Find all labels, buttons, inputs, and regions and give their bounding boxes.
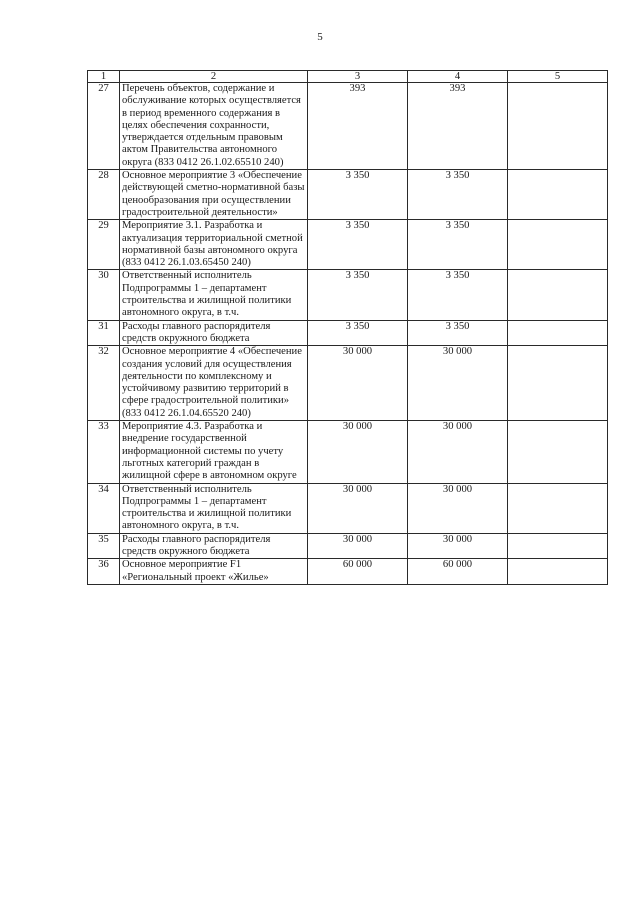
- table-header-row: [88, 71, 608, 83]
- header-cell: 1: [88, 71, 120, 83]
- row-name: Основное мероприятие F1 «Региональный проект «Жилье»: [120, 559, 308, 585]
- row-col5-value: [508, 220, 608, 270]
- table-row: [88, 220, 608, 270]
- row-name: Расходы главного распорядителя средств окружного бюджета: [120, 533, 308, 559]
- row-col5-value: [508, 170, 608, 220]
- row-name: Мероприятие 3.1. Разработка и актуализация территориальной сметной нормативной базы автономного округа (833 0412 26.1.03.65450 240): [120, 220, 308, 270]
- row-col5-value: [508, 320, 608, 346]
- table-row: [88, 533, 608, 559]
- row-col3-value: 30 000: [308, 421, 408, 483]
- row-col4-value: 30 000: [408, 421, 508, 483]
- row-number: 29: [88, 220, 120, 270]
- table-row: [88, 346, 608, 421]
- row-col4-value: 3 350: [408, 320, 508, 346]
- row-number: 32: [88, 346, 120, 421]
- header-cell: 3: [308, 71, 408, 83]
- table-row: [88, 83, 608, 170]
- row-col5-value: [508, 270, 608, 320]
- row-col5-value: [508, 533, 608, 559]
- row-number: 33: [88, 421, 120, 483]
- budget-table: [87, 70, 608, 585]
- row-col3-value: 3 350: [308, 220, 408, 270]
- table-row: [88, 559, 608, 585]
- row-col4-value: 60 000: [408, 559, 508, 585]
- page-number: 5: [317, 31, 323, 43]
- row-number: 35: [88, 533, 120, 559]
- row-col3-value: 3 350: [308, 320, 408, 346]
- row-name: Ответственный исполнитель Подпрограммы 1 – департамент строительства и жилищной политики автономного округа, в т.ч.: [120, 483, 308, 533]
- row-name: Основное мероприятие 4 «Обеспечение создания условий для осуществления деятельности по комплексному и устойчивому развитию территорий в сфере градостроительной политики» (833 0412 26.1.04.65520 240): [120, 346, 308, 421]
- row-number: 28: [88, 170, 120, 220]
- row-col4-value: 3 350: [408, 270, 508, 320]
- row-col3-value: 3 350: [308, 170, 408, 220]
- row-name: Основное мероприятие 3 «Обеспечение действующей сметно-нормативной базы ценообразования при осуществлении градостроительной деятельности»: [120, 170, 308, 220]
- row-col5-value: [508, 346, 608, 421]
- row-name: Расходы главного распорядителя средств окружного бюджета: [120, 320, 308, 346]
- row-col4-value: 30 000: [408, 533, 508, 559]
- row-col5-value: [508, 559, 608, 585]
- table-row: [88, 270, 608, 320]
- table-row: [88, 483, 608, 533]
- row-col4-value: 3 350: [408, 220, 508, 270]
- table-row: [88, 320, 608, 346]
- row-col3-value: 3 350: [308, 270, 408, 320]
- row-number: 30: [88, 270, 120, 320]
- row-col4-value: 393: [408, 83, 508, 170]
- row-number: 34: [88, 483, 120, 533]
- row-col3-value: 60 000: [308, 559, 408, 585]
- row-col4-value: 30 000: [408, 346, 508, 421]
- row-name: Перечень объектов, содержание и обслуживание которых осуществляется в период временного содержания в целях обеспечения сохранности, утверждается отдельным правовым актом Правительства автономного округа (833 0412 26.1.02.65510 240): [120, 83, 308, 170]
- row-number: 27: [88, 83, 120, 170]
- table-row: [88, 421, 608, 483]
- header-cell: 4: [408, 71, 508, 83]
- header-cell: 2: [120, 71, 308, 83]
- row-col3-value: 30 000: [308, 346, 408, 421]
- row-col4-value: 30 000: [408, 483, 508, 533]
- row-col5-value: [508, 421, 608, 483]
- header-cell: 5: [508, 71, 608, 83]
- row-number: 31: [88, 320, 120, 346]
- row-col3-value: 30 000: [308, 483, 408, 533]
- row-name: Ответственный исполнитель Подпрограммы 1 – департамент строительства и жилищной политики автономного округа, в т.ч.: [120, 270, 308, 320]
- row-col4-value: 3 350: [408, 170, 508, 220]
- row-col3-value: 30 000: [308, 533, 408, 559]
- row-name: Мероприятие 4.3. Разработка и внедрение государственной информационной системы по учету льготных категорий граждан в жилищной сфере в автономном округе: [120, 421, 308, 483]
- row-col5-value: [508, 83, 608, 170]
- row-number: 36: [88, 559, 120, 585]
- row-col3-value: 393: [308, 83, 408, 170]
- row-col5-value: [508, 483, 608, 533]
- table-row: [88, 170, 608, 220]
